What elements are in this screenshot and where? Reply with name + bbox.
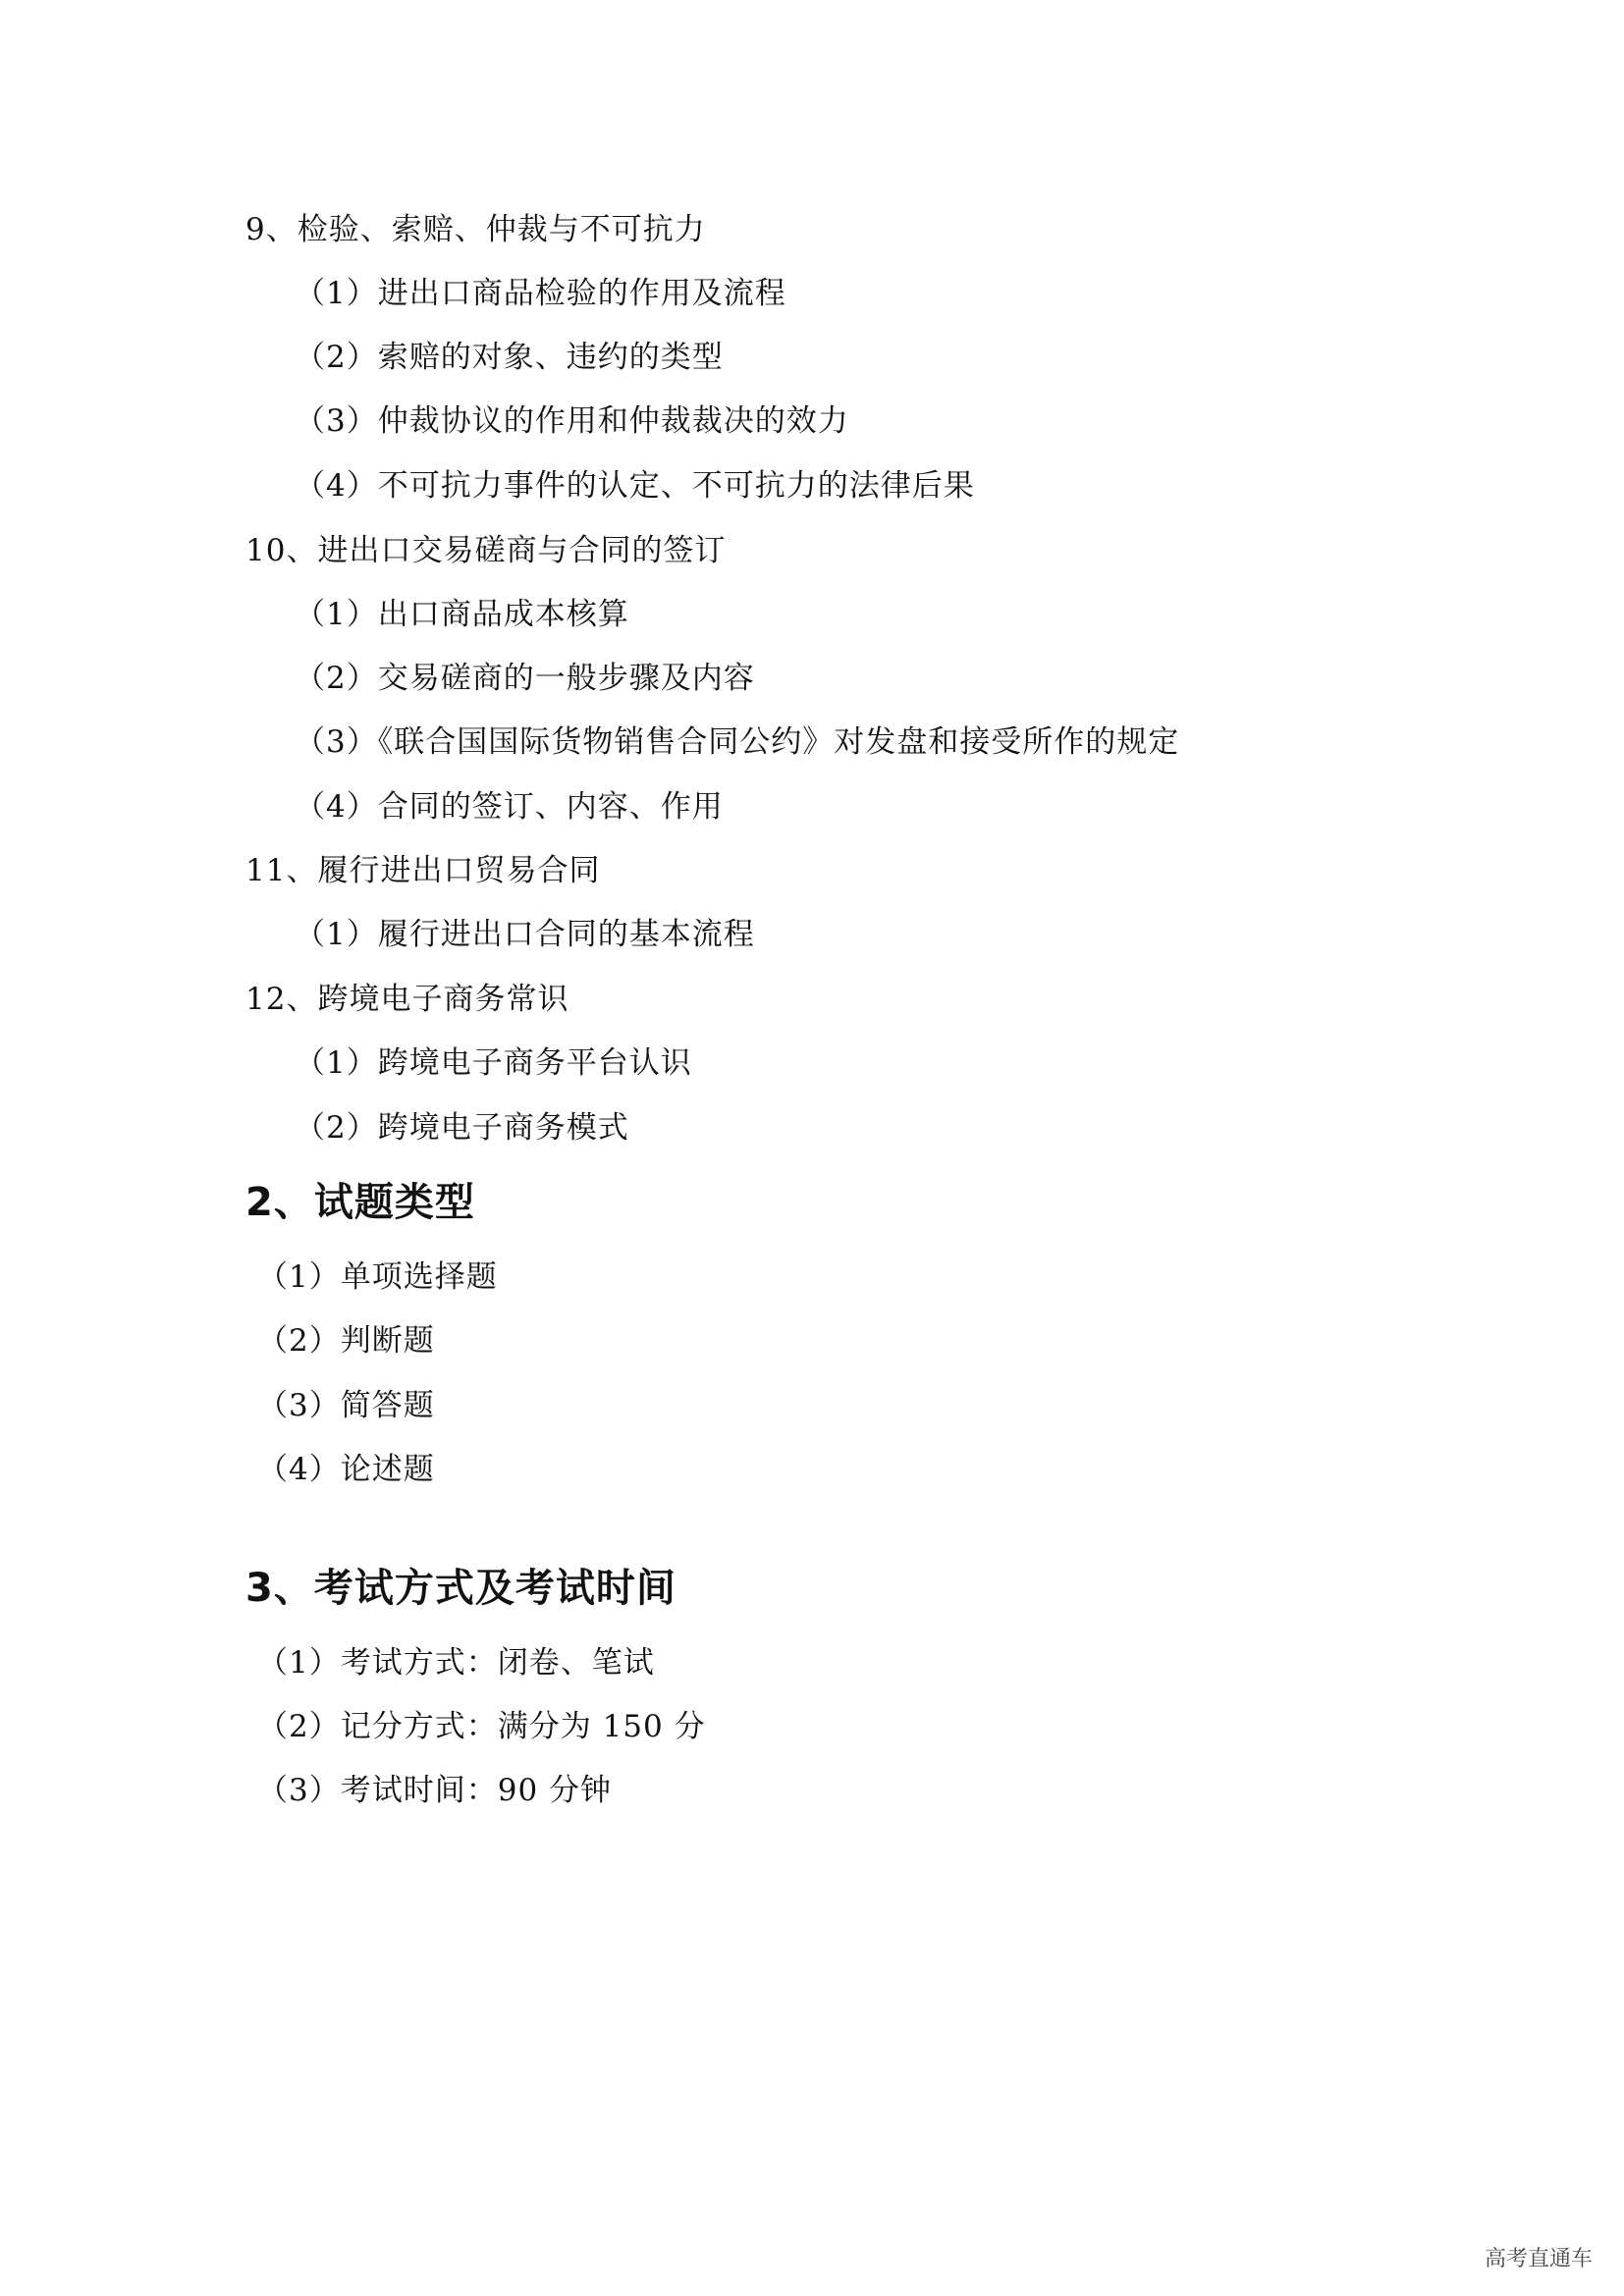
section-3-heading: 3、考试方式及考试时间 [245, 1566, 677, 1611]
topic-9-item-2: （2）索赔的对象、违约的类型 [295, 340, 724, 375]
topic-9-item-4: （4）不可抗力事件的认定、不可抗力的法律后果 [295, 468, 975, 504]
section-2-heading: 2、试题类型 [245, 1180, 475, 1225]
topic-9-item-1: （1）进出口商品检验的作用及流程 [295, 276, 786, 311]
question-type-item-2: （2）判断题 [257, 1323, 435, 1359]
topic-10-item-1: （1）出口商品成本核算 [295, 597, 629, 632]
exam-info-item-3: （3）考试时间：90 分钟 [257, 1773, 613, 1808]
topic-12-item-1: （1）跨境电子商务平台认识 [295, 1045, 692, 1081]
topic-10-item-3: （3）《联合国国际货物销售合同公约》对发盘和接受所作的规定 [295, 724, 1180, 760]
exam-info-item-1: （1）考试方式：闭卷、笔试 [257, 1645, 655, 1681]
topic-12-item-2: （2）跨境电子商务模式 [295, 1110, 629, 1146]
question-type-item-4: （4）论述题 [257, 1452, 435, 1487]
topic-10-item-4: （4）合同的签订、内容、作用 [295, 789, 724, 825]
exam-info-item-2: （2）记分方式：满分为 150 分 [257, 1709, 706, 1744]
topic-10-title: 10、进出口交易磋商与合同的签订 [245, 533, 727, 568]
topic-9-item-3: （3）仲裁协议的作用和仲裁裁决的效力 [295, 403, 849, 439]
topic-9-title: 9、检验、索赔、仲裁与不可抗力 [245, 212, 706, 247]
topic-10-item-2: （2）交易磋商的一般步骤及内容 [295, 661, 755, 696]
watermark-text: 高考直通车 [1485, 2247, 1594, 2271]
question-type-item-3: （3）简答题 [257, 1388, 435, 1423]
topic-11-item-1: （1）履行进出口合同的基本流程 [295, 917, 755, 952]
topic-12-title: 12、跨境电子商务常识 [245, 982, 569, 1017]
topic-11-title: 11、履行进出口贸易合同 [245, 853, 601, 888]
question-type-item-1: （1）单项选择题 [257, 1259, 498, 1295]
